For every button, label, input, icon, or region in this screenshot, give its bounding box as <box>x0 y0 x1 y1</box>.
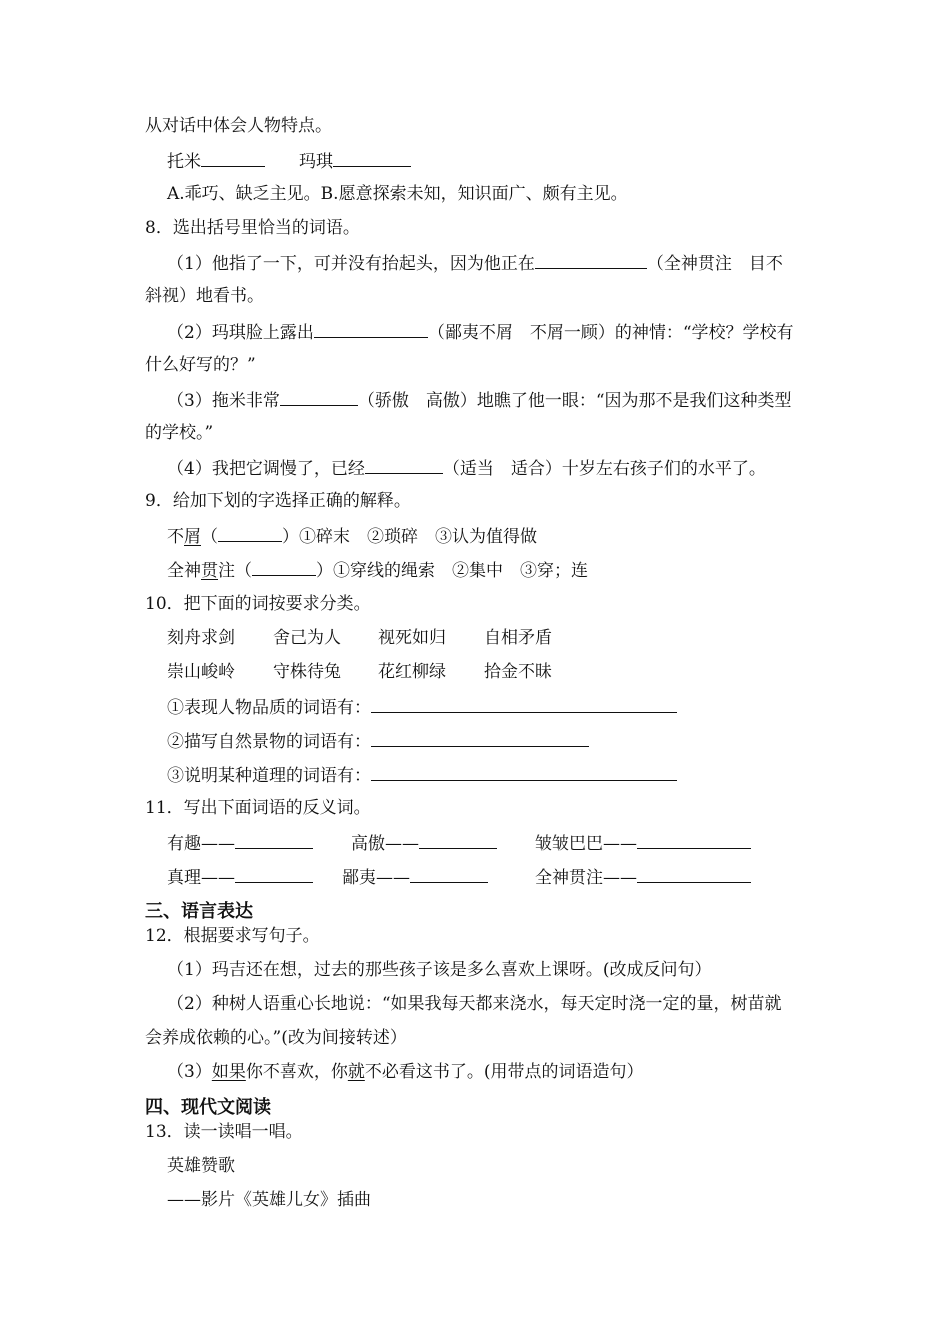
q11-blank[interactable] <box>235 830 313 849</box>
q9-w1-blank[interactable] <box>218 523 282 542</box>
q8-s1-text-a: （1）他指了一下，可并没有抬起头，因为他正在 <box>167 254 535 274</box>
q11-item <box>351 830 497 856</box>
q9-w1-options: ）①碎末 ②琐碎 ③认为值得做 <box>282 527 537 547</box>
q11-item <box>535 864 751 890</box>
q10-c3-label: ③说明某种道理的词语有： <box>167 766 371 786</box>
q12-s3-text-a: （3） <box>167 1062 212 1082</box>
q11-word: 鄙夷—— <box>342 868 410 888</box>
q10-word: 自相矛盾 <box>484 628 552 648</box>
q7-margie-label: 玛琪 <box>299 152 333 172</box>
q12-s3-text-c: 不必看这书了。(用带点的词语造句） <box>364 1062 644 1082</box>
q11-row1 <box>167 830 807 854</box>
section-4-heading: 四、现代文阅读 <box>145 1097 271 1118</box>
q11-word: 有趣—— <box>167 834 235 854</box>
q8-s2-blank[interactable] <box>314 319 428 338</box>
q8-s3-blank[interactable] <box>280 387 358 406</box>
q10-word: 舍己为人 <box>273 628 341 648</box>
q12-s2-cont: 会养成依赖的心。”(改为间接转述） <box>145 1028 407 1048</box>
q9-w1-text-a: 不 <box>167 527 184 547</box>
song-source: ——影片《英雄儿女》插曲 <box>167 1190 371 1210</box>
q11-item <box>535 830 751 856</box>
section-3-heading: 三、语言表达 <box>145 901 253 922</box>
q11-title: 11．写出下面词语的反义词。 <box>145 798 371 818</box>
q9-w1-underlined-char: 屑 <box>184 527 201 547</box>
q8-s1-cont: 斜视）地看书。 <box>145 286 264 306</box>
q12-s3-text-b: 你不喜欢，你 <box>245 1062 348 1082</box>
q10-c1-label: ①表现人物品质的词语有： <box>167 698 371 718</box>
q10-word: 拾金不昧 <box>484 662 552 682</box>
q11-item <box>342 864 488 890</box>
q7-margie-blank[interactable] <box>333 148 411 167</box>
song-title: 英雄赞歌 <box>167 1156 235 1176</box>
q12-s3-underlined-2: 就 <box>347 1062 365 1082</box>
q11-blank[interactable] <box>419 830 497 849</box>
q10-c2 <box>167 728 589 754</box>
q7-tommy-blank[interactable] <box>201 148 265 167</box>
q10-word: 视死如归 <box>378 628 446 648</box>
q13-title: 13．读一读唱一唱。 <box>145 1122 303 1142</box>
q12-s3-underlined-1: 如果 <box>211 1062 246 1082</box>
q12-title: 12．根据要求写句子。 <box>145 926 320 946</box>
q11-blank[interactable] <box>637 864 751 883</box>
q9-title: 9．给加下划的字选择正确的解释。 <box>145 491 411 511</box>
q11-blank[interactable] <box>637 830 751 849</box>
q11-word: 高傲—— <box>351 834 419 854</box>
q7-answer-line <box>167 148 411 174</box>
q8-s4-text-b: （适当 适合）十岁左右孩子们的水平了。 <box>442 459 766 479</box>
q10-word: 刻舟求剑 <box>167 628 235 648</box>
q7-intro: 从对话中体会人物特点。 <box>145 116 332 136</box>
q12-s1: （1）玛吉还在想，过去的那些孩子该是多么喜欢上课呀。(改成反问句） <box>167 960 712 980</box>
q10-c3-blank[interactable] <box>371 762 677 781</box>
q9-w2-text-a: 全神 <box>167 561 201 581</box>
q8-title: 8．选出括号里恰当的词语。 <box>145 218 360 238</box>
q11-word: 皱皱巴巴—— <box>535 834 637 854</box>
q9-w1-text-b: （ <box>201 527 218 547</box>
q11-row2 <box>167 864 807 888</box>
q12-s3 <box>167 1060 643 1084</box>
q9-w2-blank[interactable] <box>252 557 316 576</box>
q11-word: 全神贯注—— <box>535 868 637 888</box>
q10-c2-label: ②描写自然景物的词语有： <box>167 732 371 752</box>
q10-word: 崇山峻岭 <box>167 662 235 682</box>
q10-c2-blank[interactable] <box>371 728 589 747</box>
q9-w2-underlined-char: 贯 <box>201 561 218 581</box>
q11-item <box>167 830 313 856</box>
q10-title: 10．把下面的词按要求分类。 <box>145 594 371 614</box>
q11-blank[interactable] <box>235 864 313 883</box>
q7-options: A.乖巧、缺乏主见。B.愿意探索未知，知识面广、颇有主见。 <box>167 184 628 204</box>
q8-s3-text-b: （骄傲 高傲）地瞧了他一眼：“因为那不是我们这种类型 <box>357 391 792 411</box>
q8-s2-cont: 什么好写的？” <box>145 355 256 375</box>
q8-s1-text-b: （全神贯注 目不 <box>646 254 783 274</box>
q9-w2 <box>167 557 588 583</box>
q10-c1 <box>167 694 677 720</box>
q10-c1-blank[interactable] <box>371 694 677 713</box>
q8-s3 <box>167 387 792 413</box>
q10-word: 花红柳绿 <box>378 662 446 682</box>
q9-w2-options: ）①穿线的绳索 ②集中 ③穿；连 <box>316 561 588 581</box>
q8-s3-cont: 的学校。” <box>145 423 214 443</box>
q8-s2-text-b: （鄙夷不屑 不屑一顾）的神情：“学校？学校有 <box>427 323 794 343</box>
q10-word: 守株待兔 <box>273 662 341 682</box>
q12-s2: （2）种树人语重心长地说：“如果我每天都来浇水，每天定时浇一定的量，树苗就 <box>167 994 782 1014</box>
q8-s2-text-a: （2）玛琪脸上露出 <box>167 323 314 343</box>
q8-s3-text-a: （3）拖米非常 <box>167 391 280 411</box>
q7-tommy-label: 托米 <box>167 152 201 172</box>
q8-s4-blank[interactable] <box>365 455 443 474</box>
q9-w2-text-b: 注（ <box>218 561 252 581</box>
q11-blank[interactable] <box>410 864 488 883</box>
q11-item <box>167 864 313 890</box>
q8-s4 <box>167 455 766 481</box>
q8-s4-text-a: （4）我把它调慢了，已经 <box>167 459 365 479</box>
q10-c3 <box>167 762 677 788</box>
q8-s2 <box>167 319 794 345</box>
q8-s1-blank[interactable] <box>535 250 647 269</box>
q9-w1 <box>167 523 537 549</box>
q11-word: 真理—— <box>167 868 235 888</box>
q8-s1 <box>167 250 783 276</box>
